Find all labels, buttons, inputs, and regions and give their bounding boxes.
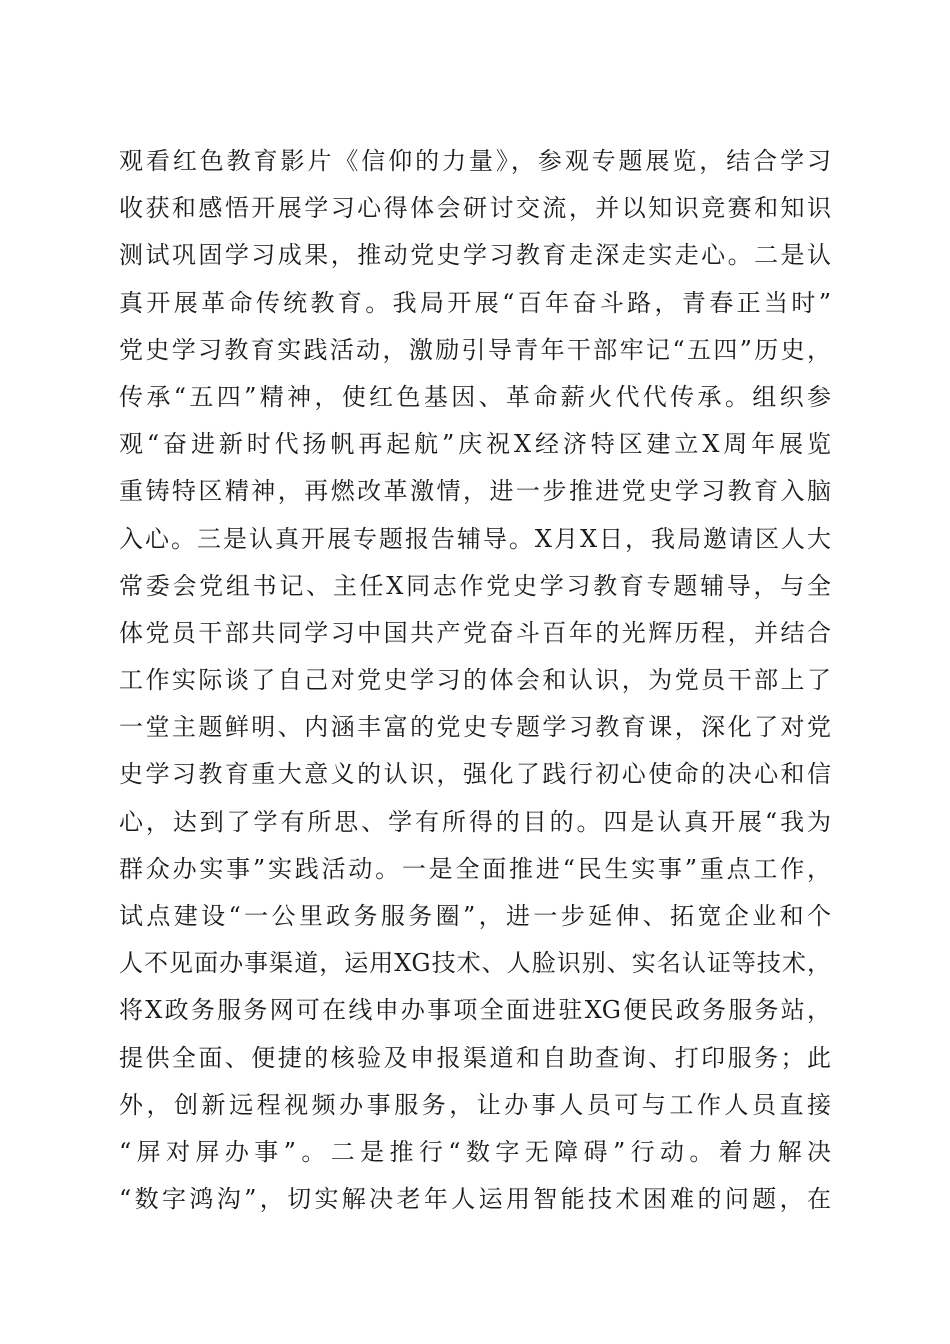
text-line: 收获和感悟开展学习心得体会研讨交流，并以知识竞赛和知识 [119, 194, 831, 223]
body-text [119, 138, 831, 1223]
text-line: 重铸特区精神，再燃改革激情，进一步推进党史学习教育入脑 [119, 477, 831, 506]
text-line: 观“奋进新时代扬帆再起航”庆祝X经济特区建立X周年展览 [119, 430, 831, 459]
text-line: 传承“五四”精神，使红色基因、革命薪火代代传承。组织参 [119, 382, 831, 411]
text-line: 工作实际谈了自己对党史学习的体会和认识，为党员干部上了 [119, 666, 831, 695]
text-line: 将X政务服务网可在线申办事项全面进驻XG便民政务服务站， [119, 996, 831, 1025]
text-line: “数字鸿沟”，切实解决老年人运用智能技术困难的问题，在 [119, 1185, 831, 1214]
text-line: 体党员干部共同学习中国共产党奋斗百年的光辉历程，并结合 [119, 618, 831, 647]
text-line: 史学习教育重大意义的认识，强化了践行初心使命的决心和信 [119, 760, 831, 789]
text-line: 一堂主题鲜明、内涵丰富的党史专题学习教育课，深化了对党 [119, 713, 831, 742]
text-line: 人不见面办事渠道，运用XG技术、人脸识别、实名认证等技术， [119, 949, 831, 978]
text-line: 心，达到了学有所思、学有所得的目的。四是认真开展“我为 [119, 807, 831, 836]
text-line: 测试巩固学习成果，推动党史学习教育走深走实走心。二是认 [119, 241, 831, 270]
text-line: 群众办实事”实践活动。一是全面推进“民生实事”重点工作， [119, 854, 831, 883]
text-line: 党史学习教育实践活动，激励引导青年干部牢记“五四”历史， [119, 335, 831, 364]
text-line: 观看红色教育影片《信仰的力量》，参观专题展览，结合学习 [119, 147, 831, 175]
text-line: 试点建设“一公里政务服务圈”，进一步延伸、拓宽企业和个 [119, 902, 831, 930]
text-line: 真开展革命传统教育。我局开展“百年奋斗路，青春正当时” [119, 288, 831, 317]
text-line: 常委会党组书记、主任X同志作党史学习教育专题辅导，与全 [119, 571, 831, 600]
text-line: 入心。三是认真开展专题报告辅导。X月X日，我局邀请区人大 [119, 524, 831, 553]
text-line: “屏对屏办事”。二是推行“数字无障碍”行动。着力解决 [119, 1137, 831, 1166]
text-line: 外，创新远程视频办事服务，让办事人员可与工作人员直接 [119, 1090, 831, 1119]
text-line: 提供全面、便捷的核验及申报渠道和自助查询、打印服务；此 [119, 1043, 831, 1072]
